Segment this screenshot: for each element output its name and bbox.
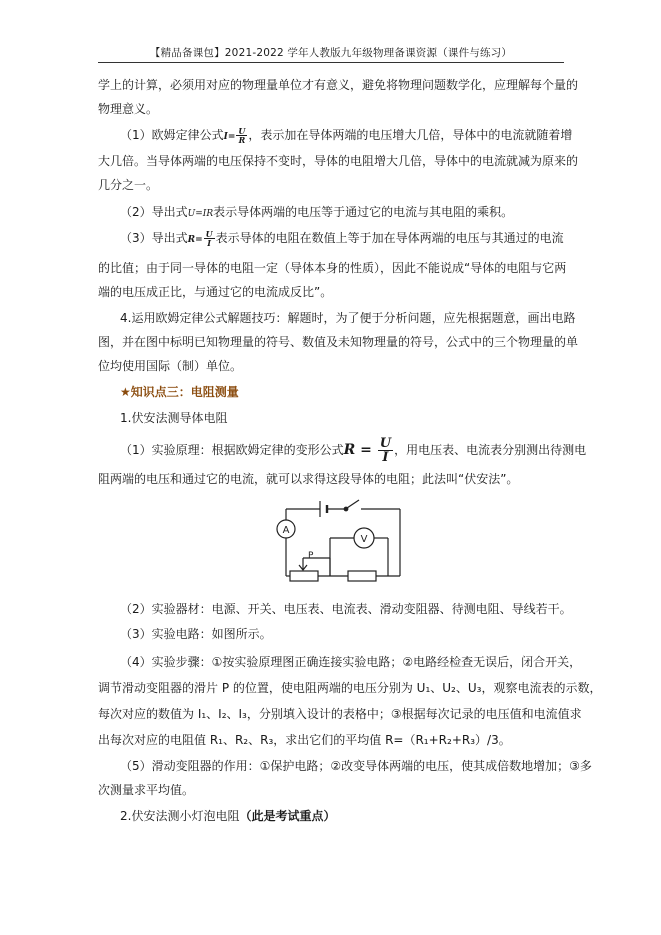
resistance-formula-line	[120, 226, 590, 252]
paragraph-line: 调节滑动变阻器的滑片 P 的位置，使电阻两端的电压分别为 U₁、U₂、U₃，观察电流表的示数，	[98, 681, 602, 695]
paragraph-line: 的比值；由于同一导体的电阻一定（导体本身的性质），因此不能说成“导体的电阻与它两	[98, 261, 567, 275]
formula-lead: R	[187, 235, 196, 245]
paragraph-line: 4.运用欧姆定律公式解题技巧：解题时，为了便于分析问题，应先根据题意，画出电路	[120, 311, 576, 325]
paragraph-line: （5）滑动变阻器的作用：①保护电路；②改变导体两端的电压，使其成倍数地增加；③多	[120, 759, 592, 773]
paragraph-line: 出每次对应的电阻值 R₁、R₂、R₃，求出它们的平均值 R=（R₁+R₂+R₃）/3。	[98, 733, 511, 747]
paragraph-line: 学上的计算，必须用对应的物理量单位才有意义，避免将物理问题数学化，应理解每个量的	[98, 78, 579, 92]
fraction-numerator: U	[379, 436, 392, 451]
paragraph-line: 端的电压成正比，与通过它的电流成反比”。	[98, 285, 333, 299]
uir-formula: U=IR	[187, 209, 214, 219]
formula-lead: I	[223, 132, 228, 142]
text-segment: （3）导出式	[120, 231, 188, 245]
text-segment: ，表示加在导体两端的电压增大几倍，导体中的电流就随着增	[248, 128, 573, 142]
text-segment: 2.伏安法测小灯泡电阻	[120, 809, 240, 823]
fraction-numerator: U	[205, 229, 213, 239]
subsection-heading: 1.伏安法测导体电阻	[120, 411, 228, 425]
paragraph-line: （2）实验器材：电源、开关、电压表、电流表、滑动变阻器、待测电阻、导线若干。	[120, 602, 572, 616]
text-segment: 表示导体两端的电压等于通过它的电流与其电阻的乘积。	[213, 205, 514, 219]
text-segment: 表示导体的电阻在数值上等于加在导体两端的电压与其通过的电流	[215, 231, 564, 245]
text-segment: （2）导出式	[120, 205, 188, 219]
slider-label: P	[308, 551, 314, 561]
paragraph-line: （3）实验电路：如图所示。	[120, 627, 272, 641]
section-heading: ★知识点三：电阻测量	[120, 385, 239, 399]
resistance-fraction	[204, 230, 215, 247]
fraction-denominator: I	[382, 450, 389, 465]
header-rule	[98, 62, 564, 63]
principle-line	[120, 437, 590, 464]
paragraph-line: 位均使用国际（制）单位。	[98, 359, 243, 373]
paragraph-line: 大几倍。当导体两端的电压保持不变时，导体的电阻增大几倍，导体中的电流就减为原来的	[98, 154, 579, 168]
paragraph-line: 物理意义。	[98, 102, 159, 116]
ohm-law-fraction	[236, 127, 247, 144]
text-segment: ，用电压表、电流表分别测出待测电	[394, 443, 587, 457]
fraction-numerator: U	[238, 126, 246, 136]
rheostat-icon	[290, 571, 318, 581]
ohm-law-line	[120, 123, 590, 149]
emphasis-note: （此是考试重点）	[239, 809, 336, 823]
ammeter-label: A	[282, 525, 290, 536]
equals-sign: =	[227, 132, 236, 142]
equals-sign: =	[195, 235, 203, 245]
subsection-heading	[120, 804, 590, 828]
fraction-denominator: R	[238, 135, 246, 145]
uir-line	[120, 200, 590, 226]
paragraph-line: 每次对应的数值为 I₁、I₂、I₃，分别填入设计的表格中；③根据每次记录的电压值和电流值求	[98, 707, 582, 721]
paragraph-line: （4）实验步骤：①按实验原理图正确连接实验电路；②电路经检查无误后，闭合开关，	[120, 655, 582, 669]
circuit-diagram	[270, 492, 408, 592]
paragraph-line: 阻两端的电压和通过它的电流，就可以求得这段导体的电阻；此法叫“伏安法”。	[98, 472, 519, 486]
switch-icon	[347, 500, 359, 508]
fraction-denominator: I	[207, 238, 212, 248]
paragraph-line: 几分之一。	[98, 178, 159, 192]
paragraph-line: 图，并在图中标明已知物理量的符号、数值及未知物理量的符号，公式中的三个物理量的单	[98, 335, 579, 349]
principle-fraction	[378, 437, 393, 464]
text-segment: （1）欧姆定律公式	[120, 128, 224, 142]
page-header: 【精品备课包】2021-2022 学年人教版九年级物理备课资源（课件与练习）	[149, 47, 513, 59]
equals-sign: =	[355, 442, 377, 458]
text-segment: （1）实验原理：根据欧姆定律的变形公式	[120, 443, 344, 457]
resistor-icon	[348, 571, 376, 581]
paragraph-line: 次测量求平均值。	[98, 783, 195, 797]
formula-lead: R	[343, 442, 356, 458]
voltmeter-label: V	[360, 534, 368, 545]
